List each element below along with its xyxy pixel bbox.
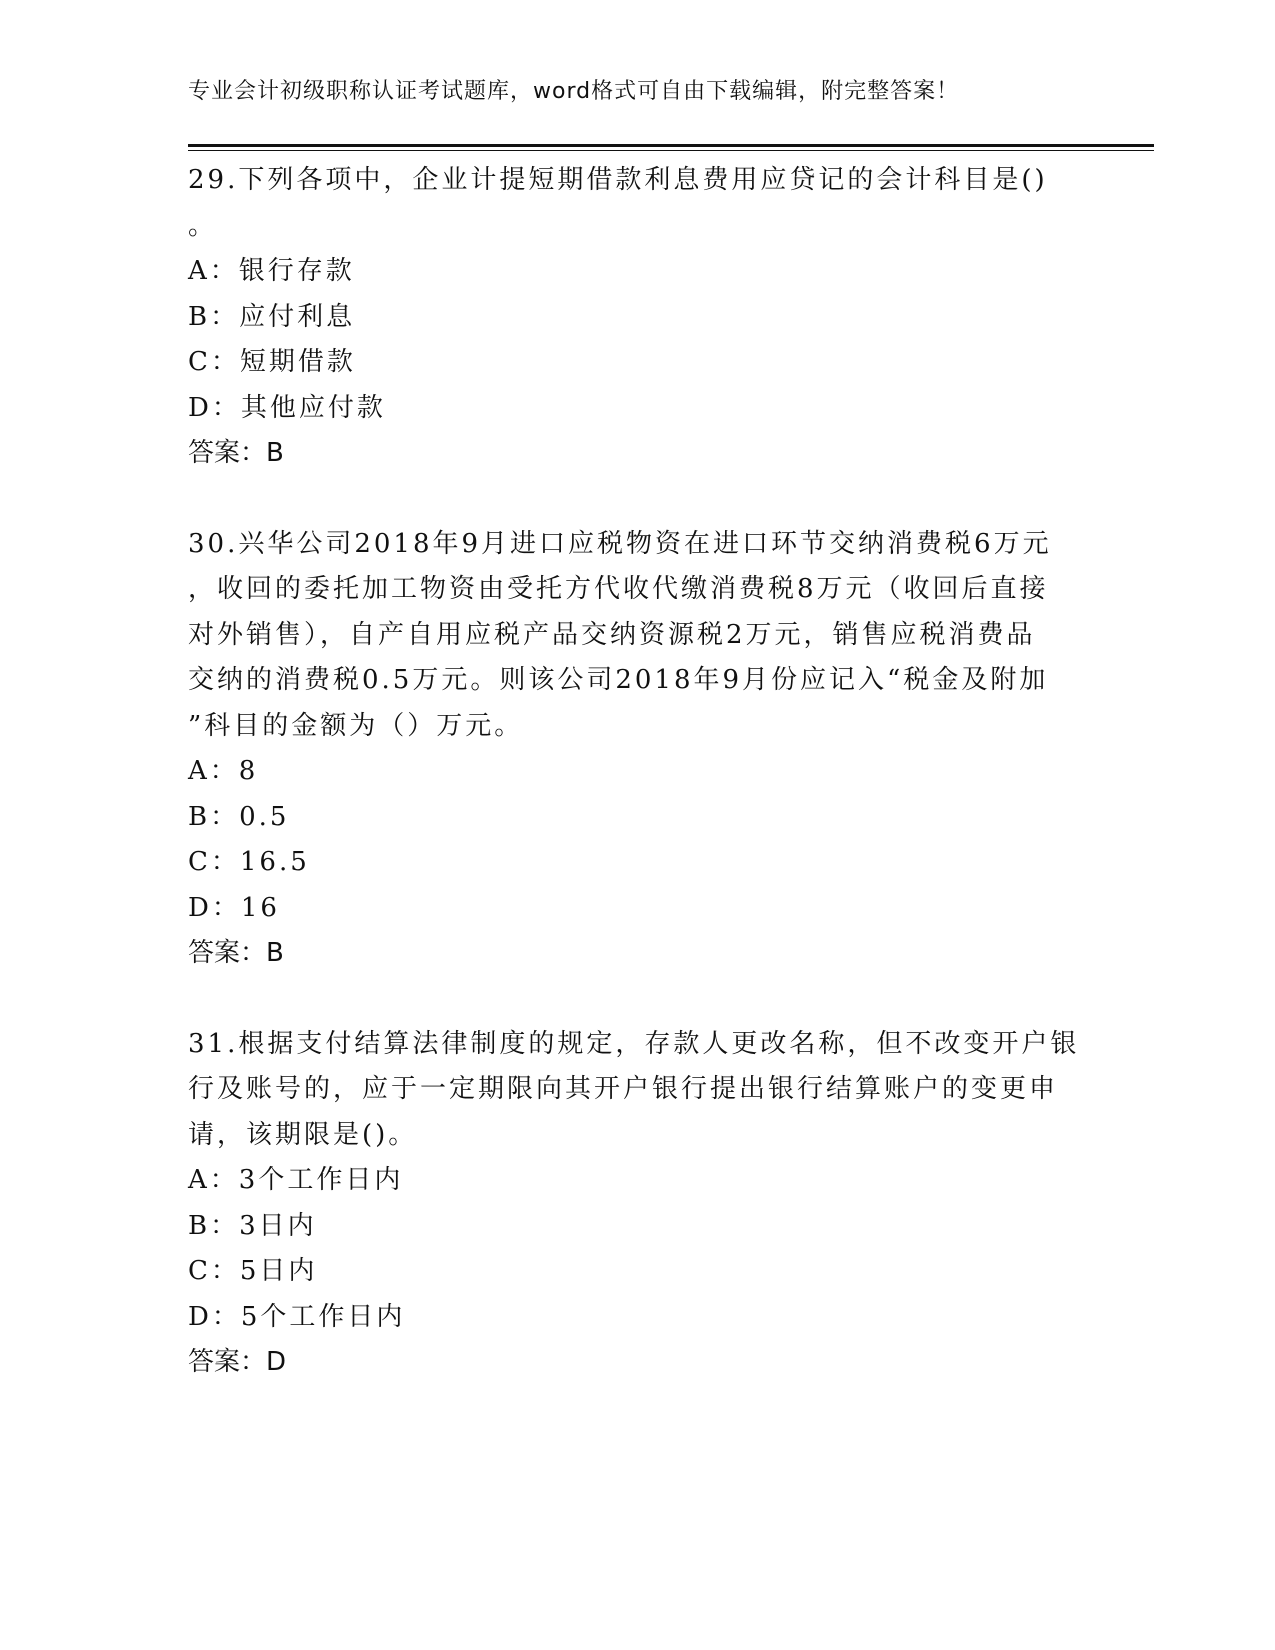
option-a: A：3个工作日内 <box>188 1165 404 1195</box>
question-stem-line: 行及账号的，应于一定期限向其开户银行提出银行结算账户的变更申 <box>188 1074 1059 1104</box>
question-29 <box>188 158 1088 477</box>
question-stem-line: 请，该期限是()。 <box>188 1119 418 1150</box>
question-stem-line: ”科目的金额为（）万元。 <box>188 710 524 741</box>
page-header: 专业会计初级职称认证考试题库，word格式可自由下载编辑，附完整答案！ <box>188 79 960 104</box>
question-stem-line: 31.根据支付结算法律制度的规定，存款人更改名称，但不改变开户银 <box>188 1028 1080 1059</box>
option-d: D：5个工作日内 <box>188 1301 406 1332</box>
question-stem-line: 交纳的消费税0.5万元。则该公司2018年9月份应记入“税金及附加 <box>188 665 1049 695</box>
answer: 答案：B <box>188 438 284 468</box>
question-stem-line: ，收回的委托加工物资由受托方代收代缴消费税8万元（收回后直接 <box>188 574 1049 604</box>
question-stem-line: 29.下列各项中，企业计提短期借款利息费用应贷记的会计科目是() <box>188 165 1048 195</box>
option-c: C：短期借款 <box>188 347 356 377</box>
option-a: A：8 <box>188 756 259 786</box>
option-b: B：应付利息 <box>188 301 356 332</box>
answer: 答案：D <box>188 1347 287 1377</box>
option-d: D：16 <box>188 892 280 923</box>
question-stem-line: 。 <box>188 210 218 241</box>
question-list <box>188 158 1088 1386</box>
option-c: C：5日内 <box>188 1256 318 1286</box>
header-rule-thick <box>188 144 1154 147</box>
question-spacer <box>188 977 1088 1022</box>
option-b: B：0.5 <box>188 801 290 832</box>
option-d: D：其他应付款 <box>188 392 386 423</box>
question-stem-line: 30.兴华公司2018年9月进口应税物资在进口环节交纳消费税6万元 <box>188 528 1052 559</box>
option-a: A：银行存款 <box>188 256 355 286</box>
header-rule-thin <box>188 150 1154 151</box>
option-c: C：16.5 <box>188 847 310 877</box>
question-31 <box>188 1022 1088 1386</box>
question-stem-line: 对外销售），自产自用应税产品交纳资源税2万元，销售应税消费品 <box>188 619 1036 650</box>
option-b: B：3日内 <box>188 1210 317 1241</box>
question-spacer <box>188 477 1088 522</box>
answer: 答案：B <box>188 938 284 968</box>
question-30 <box>188 522 1088 977</box>
